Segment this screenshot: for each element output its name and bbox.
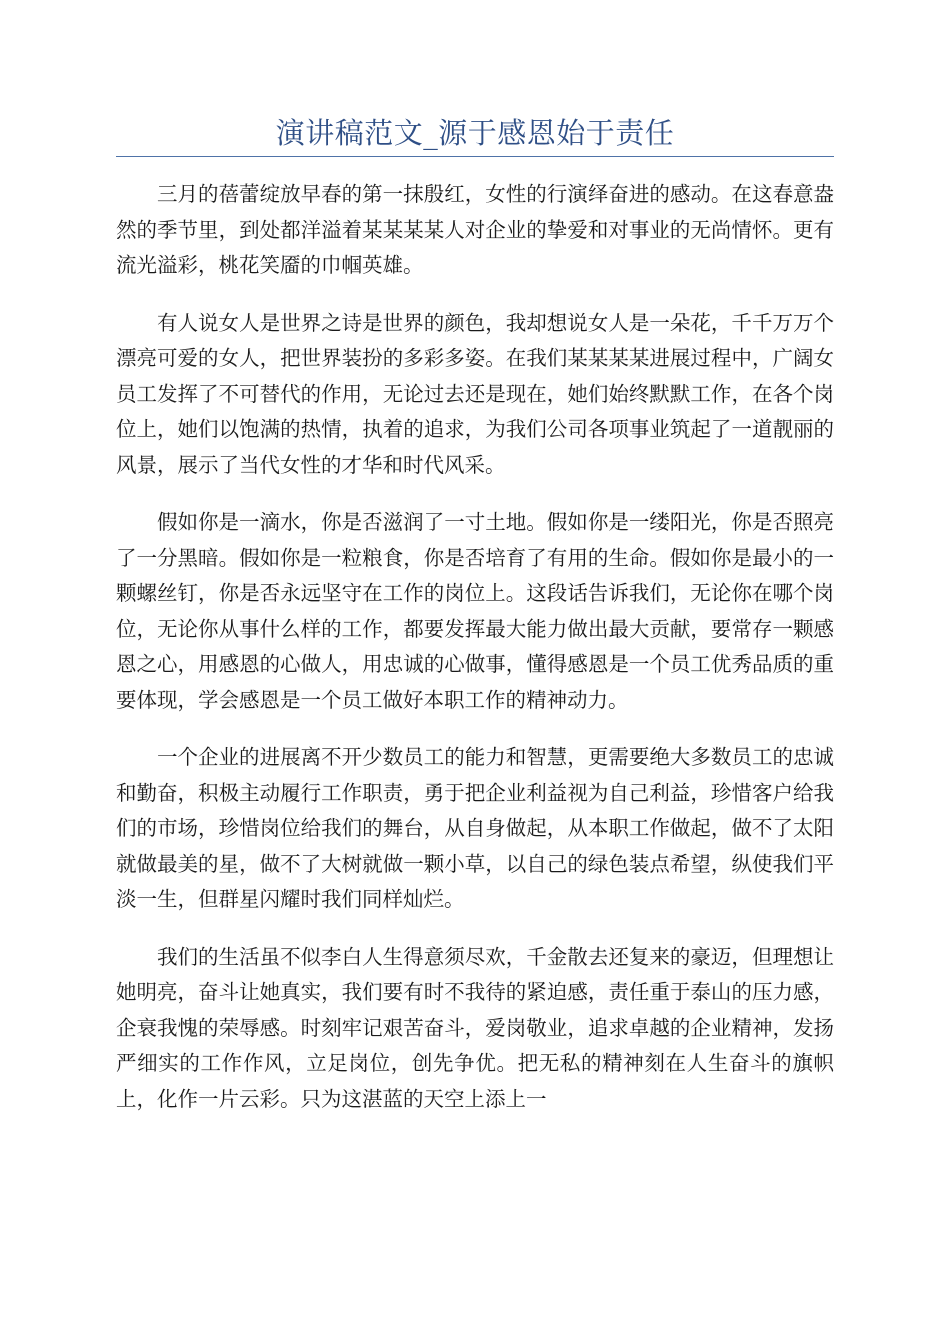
paragraph-3: 假如你是一滴水，你是否滋润了一寸土地。假如你是一缕阳光，你是否照亮了一分黑暗。假如你是一粒粮食，你是否培育了有用的生命。假如你是最小的一颗螺丝钉，你是否永远坚守在工作的岗位上。这段话告诉我们，无论你在哪个岗位，无论你从事什么样的工作，都要发挥最大能力做出最大贡献，要常存一颗感恩之心，用感恩的心做人，用忠诚的心做事，懂得感恩是一个员工优秀品质的重要体现，学会感恩是一个员工做好本职工作的精神动力。 [116,510,834,712]
paragraph-2: 有人说女人是世界之诗是世界的颜色，我却想说女人是一朵花，千千万万个漂亮可爱的女人，把世界装扮的多彩多姿。在我们某某某某进展过程中，广阔女员工发挥了不可替代的作用，无论过去还是现在，她们始终默默工作，在各个岗位上，她们以饱满的热情，执着的追求，为我们公司各项事业筑起了一道靓丽的风景，展示了当代女性的才华和时代风采。 [116,310,834,477]
paragraph-5: 我们的生活虽不似李白人生得意须尽欢，千金散去还复来的豪迈，但理想让她明亮，奋斗让她真实，我们要有时不我待的紧迫感，责任重于泰山的压力感，企衰我愧的荣辱感。时刻牢记艰苦奋斗，爱岗敬业，追求卓越的企业精神，发扬严细实的工作作风，立足岗位，创先争优。把无私的精神刻在人生奋斗的旗帜上，化作一片云彩。只为这湛蓝的天空上添上一 [116,944,834,1111]
document-body [116,177,834,1139]
paragraph-4: 一个企业的进展离不开少数员工的能力和智慧，更需要绝大多数员工的忠诚和勤奋，积极主动履行工作职责，勇于把企业利益视为自己利益，珍惜客户给我们的市场，珍惜岗位给我们的舞台，从自身做起，从本职工作做起，做不了太阳就做最美的星，做不了大树就做一颗小草，以自己的绿色装点希望，纵使我们平淡一生，但群星闪耀时我们同样灿烂。 [116,745,834,911]
paragraph-1: 三月的蓓蕾绽放早春的第一抹殷红，女性的行演绎奋进的感动。在这春意盎然的季节里，到处都洋溢着某某某某人对企业的挚爱和对事业的无尚情怀。更有流光溢彩，桃花笑靥的巾帼英雄。 [116,182,834,277]
document-title: 演讲稿范文_源于感恩始于责任 [275,116,675,150]
title-block [116,110,834,157]
